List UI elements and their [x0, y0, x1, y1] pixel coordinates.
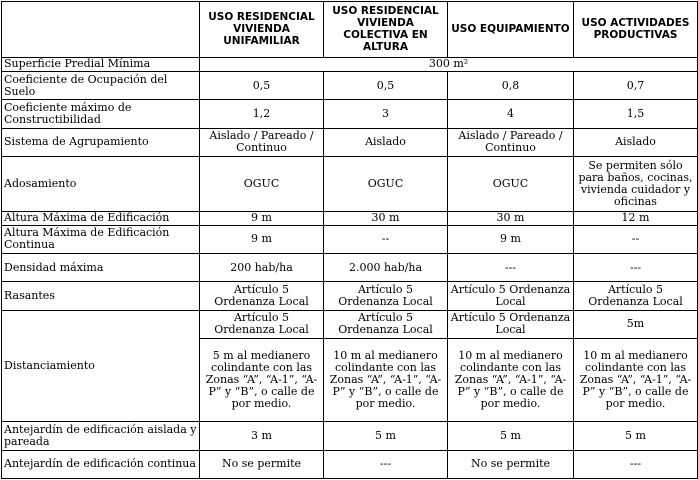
table-cell: Artículo 5 Ordenanza Local: [574, 282, 698, 310]
table-cell: Aislado / Pareado / Continuo: [448, 128, 574, 156]
zoning-norms-table: [1, 1, 698, 479]
table-cell: Aislado / Pareado / Continuo: [200, 128, 324, 156]
table-cell: 12 m: [574, 211, 698, 225]
table-cell: 9 m: [448, 225, 574, 253]
corner-cell: [2, 2, 200, 58]
table-cell: 10 m al medianero colindante con las Zonas “A”, “A-1”, “A-P” y “B”, o calle de por medio.: [324, 339, 448, 422]
table-cell: 0,5: [200, 71, 324, 99]
table-cell: ---: [324, 450, 448, 479]
table-cell: 5m: [574, 310, 698, 338]
header-vivienda-unifamiliar: USO RESIDENCIAL VIVIENDA UNIFAMILIAR: [200, 2, 324, 58]
table-cell: 5 m: [324, 422, 448, 450]
table-cell: No se permite: [448, 450, 574, 479]
row-label: Altura Máxima de Edificación Continua: [2, 225, 200, 253]
table-cell: 30 m: [324, 211, 448, 225]
table-cell: 2.000 hab/ha: [324, 254, 448, 282]
row-label: Coeficiente de Ocupación del Suelo: [2, 71, 200, 99]
table-cell: No se permite: [200, 450, 324, 479]
table-cell: 0,5: [324, 71, 448, 99]
table-cell: 3 m: [200, 422, 324, 450]
table-cell: Artículo 5 Ordenanza Local: [200, 282, 324, 310]
table-cell: 0,8: [448, 71, 574, 99]
table-cell: Aislado: [324, 128, 448, 156]
row-label: Coeficiente máximo de Constructibilidad: [2, 100, 200, 128]
header-actividades-productivas: USO ACTIVIDADES PRODUCTIVAS: [574, 2, 698, 58]
table-cell: OGUC: [448, 156, 574, 211]
table-cell: 5 m al medianero colindante con las Zonas “A”, “A-1”, “A-P” y “B”, o calle de por medio.: [200, 339, 324, 422]
row-altura-maxima: [2, 211, 698, 225]
table-cell: 3: [324, 100, 448, 128]
table-cell: Aislado: [574, 128, 698, 156]
row-label: Altura Máxima de Edificación: [2, 211, 200, 225]
table-cell: --: [324, 225, 448, 253]
table-cell: 9 m: [200, 211, 324, 225]
table-cell: --: [574, 225, 698, 253]
table-cell: 30 m: [448, 211, 574, 225]
table-cell: Se permiten sólo para baños, cocinas, vivienda cuidador y oficinas: [574, 156, 698, 211]
table-cell: ---: [574, 450, 698, 479]
table-cell: OGUC: [200, 156, 324, 211]
row-altura-continua: [2, 225, 698, 253]
row-antejardin-continua: [2, 450, 698, 479]
table-cell: ---: [448, 254, 574, 282]
row-distanciamiento-a: [2, 310, 698, 338]
table-cell: Artículo 5 Ordenanza Local: [200, 310, 324, 338]
row-adosamiento: [2, 156, 698, 211]
row-label: Antejardín de edificación continua: [2, 450, 200, 479]
row-densidad: [2, 254, 698, 282]
table-cell: 9 m: [200, 225, 324, 253]
table-cell: Artículo 5 Ordenanza Local: [448, 310, 574, 338]
row-rasantes: [2, 282, 698, 310]
table-cell: ---: [574, 254, 698, 282]
row-label: Superficie Predial Mínima: [2, 57, 200, 71]
table-cell: 5 m: [574, 422, 698, 450]
row-label: Densidad máxima: [2, 254, 200, 282]
row-ocupacion: [2, 71, 698, 99]
row-constructibilidad: [2, 100, 698, 128]
table-cell: 4: [448, 100, 574, 128]
header-vivienda-colectiva: USO RESIDENCIAL VIVIENDA COLECTIVA EN ALTURA: [324, 2, 448, 58]
row-agrupamiento: [2, 128, 698, 156]
table-cell: 5 m: [448, 422, 574, 450]
table-cell: Artículo 5 Ordenanza Local: [324, 310, 448, 338]
row-label: Distanciamiento: [2, 310, 200, 421]
table-cell: 0,7: [574, 71, 698, 99]
row-label: Rasantes: [2, 282, 200, 310]
table-cell: 200 hab/ha: [200, 254, 324, 282]
superficie-value: 300 m²: [200, 57, 698, 71]
table-cell: OGUC: [324, 156, 448, 211]
row-label: Antejardín de edificación aislada y pareada: [2, 422, 200, 450]
row-label: Adosamiento: [2, 156, 200, 211]
header-row: [2, 2, 698, 58]
row-superficie: [2, 57, 698, 71]
table-cell: Artículo 5 Ordenanza Local: [324, 282, 448, 310]
header-equipamiento: USO EQUIPAMIENTO: [448, 2, 574, 58]
table-cell: 10 m al medianero colindante con las Zonas “A”, “A-1”, “A-P” y “B”, o calle de por medio.: [448, 339, 574, 422]
row-label: Sistema de Agrupamiento: [2, 128, 200, 156]
table-cell: 1,5: [574, 100, 698, 128]
row-antejardin-aislada: [2, 422, 698, 450]
table-cell: Artículo 5 Ordenanza Local: [448, 282, 574, 310]
table-cell: 10 m al medianero colindante con las Zonas “A”, “A-1”, “A-P” y “B”, o calle de por medio.: [574, 339, 698, 422]
table-cell: 1,2: [200, 100, 324, 128]
